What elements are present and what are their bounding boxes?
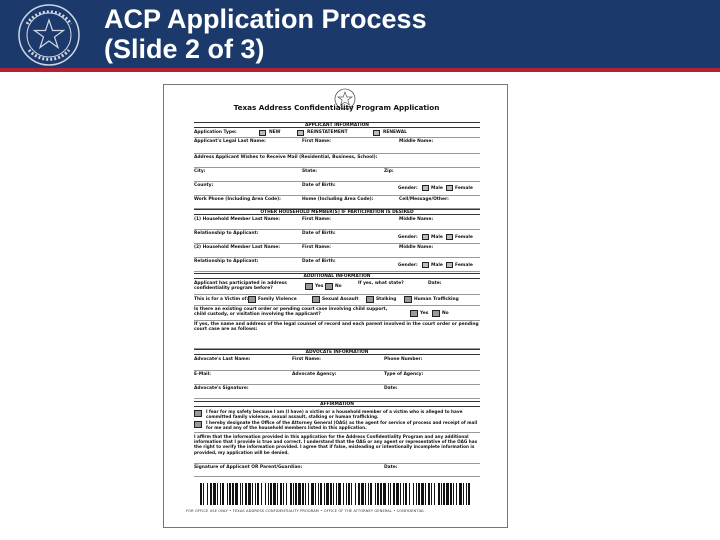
field-work-phone[interactable]: Work Phone (Including Area Code): <box>194 197 281 202</box>
field-member1-dob[interactable]: Date of Birth: <box>302 231 336 236</box>
checkbox-member2-female[interactable] <box>446 262 453 268</box>
label-renewal: RENEWAL <box>383 130 407 135</box>
checkbox-court-no[interactable] <box>432 310 440 317</box>
label-member2-male: Male <box>431 263 443 268</box>
section-household: OTHER HOUSEHOLD MEMBER(S) IF PARTICIPATION IS DESIRED <box>194 209 480 215</box>
field-zip[interactable]: Zip: <box>384 169 394 174</box>
row-applicant-name <box>194 138 480 154</box>
row-advocate-signature <box>194 385 480 399</box>
label-member2-gender: Gender: <box>398 263 418 268</box>
label-victim-of: This is for a Victim of: <box>194 297 249 302</box>
row-county-dob <box>194 182 480 196</box>
label-member2-female: Female <box>455 263 473 268</box>
field-applicant-signature-date[interactable]: Date: <box>384 465 398 470</box>
row-prior-participation <box>194 280 480 295</box>
row-court-details <box>194 321 480 349</box>
checkbox-female[interactable] <box>446 185 453 191</box>
row-member1-name <box>194 216 480 230</box>
field-member2-last-name[interactable]: (2) Household Member Last Name: <box>194 245 281 250</box>
field-county[interactable]: County: <box>194 183 214 188</box>
field-court-details[interactable]: If yes, the name and address of the legal counsel of record and each parent involved in the court order or pending court case are as follows: <box>194 322 479 332</box>
row-victim-type <box>194 295 480 306</box>
field-advocate-date[interactable]: Date: <box>384 386 398 391</box>
checkbox-prior-no[interactable] <box>325 283 333 290</box>
field-member2-first-name[interactable]: First Name: <box>302 245 331 250</box>
label-female: Female <box>455 186 473 191</box>
checkbox-affirm-designate[interactable] <box>194 421 202 428</box>
section-applicant: APPLICANT INFORMATION <box>194 122 480 128</box>
label-prior-participation: Applicant has participated in address confidentiality program before? <box>194 281 287 291</box>
acp-application-form <box>163 84 508 528</box>
row-application-type <box>194 129 480 138</box>
checkbox-affirm-fear[interactable] <box>194 410 202 417</box>
label-member1-gender: Gender: <box>398 235 418 240</box>
field-applicant-signature[interactable]: Signature of Applicant OR Parent/Guardian: <box>194 465 303 470</box>
field-legal-last-name[interactable]: Applicant's Legal Last Name: <box>194 139 266 144</box>
label-human-trafficking: Human Trafficking <box>414 297 459 302</box>
label-prior-yes: Yes <box>315 284 324 289</box>
field-advocate-phone[interactable]: Phone Number: <box>384 357 423 362</box>
label-court-order: Is there an existing court order or pending court case involving child support, child custody, or visitation involving the applicant? <box>194 307 388 317</box>
barcode-bar <box>470 483 472 505</box>
field-member1-last-name[interactable]: (1) Household Member Last Name: <box>194 217 281 222</box>
field-middle-name[interactable]: Middle Name: <box>399 139 434 144</box>
row-advocate-email <box>194 371 480 385</box>
form-title: Texas Address Confidentiality Program Application <box>233 103 440 112</box>
row-member1-relationship <box>194 230 480 244</box>
affirmation-designate-text: I hereby designate the Office of the Attorney General (OAG) as the agent for service of process and receipt of mail for me and any of the household members listed in this application. <box>206 420 478 431</box>
field-city[interactable]: City: <box>194 169 206 174</box>
field-advocate-email[interactable]: E-Mail: <box>194 372 211 377</box>
row-advocate-name <box>194 356 480 371</box>
field-member1-middle-name[interactable]: Middle Name: <box>399 217 434 222</box>
field-cell-phone[interactable]: Cell/Message/Other: <box>399 197 449 202</box>
checkbox-family-violence[interactable] <box>248 296 256 303</box>
attorney-general-seal-icon <box>9 2 89 68</box>
field-agency-type[interactable]: Type of Agency: <box>384 372 424 377</box>
slide-title <box>104 4 427 64</box>
label-new: NEW <box>269 130 281 135</box>
field-advocate-signature[interactable]: Advocate's Signature: <box>194 386 249 391</box>
checkbox-new[interactable] <box>259 130 266 136</box>
label-sexual-assault: Sexual Assault <box>322 297 359 302</box>
slide-title-line-1: ACP Application Process <box>104 4 427 34</box>
row-phones <box>194 196 480 209</box>
field-advocate-last-name[interactable]: Advocate's Last Name: <box>194 357 251 362</box>
checkbox-sexual-assault[interactable] <box>312 296 320 303</box>
field-first-name[interactable]: First Name: <box>302 139 331 144</box>
field-member2-dob[interactable]: Date of Birth: <box>302 259 336 264</box>
checkbox-renewal[interactable] <box>373 130 380 136</box>
checkbox-member2-male[interactable] <box>422 262 429 268</box>
section-affirmation: AFFIRMATION <box>194 401 480 407</box>
field-member2-relationship[interactable]: Relationship to Applicant: <box>194 259 259 264</box>
label-stalking: Stalking <box>376 297 397 302</box>
header-divider <box>0 68 720 72</box>
row-applicant-signature <box>194 463 480 477</box>
label-application-type: Application Type: <box>194 130 237 135</box>
checkbox-court-yes[interactable] <box>410 310 418 317</box>
checkbox-stalking[interactable] <box>366 296 374 303</box>
row-city-state-zip <box>194 168 480 182</box>
label-member1-male: Male <box>431 235 443 240</box>
section-advocate: ADVOCATE INFORMATION <box>194 349 480 355</box>
label-prior-no: No <box>335 284 342 289</box>
label-member1-female: Female <box>455 235 473 240</box>
field-date-of-birth[interactable]: Date of Birth: <box>302 183 336 188</box>
checkbox-member1-female[interactable] <box>446 234 453 240</box>
checkbox-male[interactable] <box>422 185 429 191</box>
checkbox-prior-yes[interactable] <box>305 283 313 290</box>
field-mailing-address[interactable]: Address Applicant Wishes to Receive Mail (Residential, Business, School): <box>194 155 378 160</box>
field-member1-relationship[interactable]: Relationship to Applicant: <box>194 231 259 236</box>
field-advocate-first-name[interactable]: First Name: <box>292 357 321 362</box>
checkbox-member1-male[interactable] <box>422 234 429 240</box>
label-court-yes: Yes <box>420 311 429 316</box>
row-member2-name <box>194 244 480 258</box>
label-court-no: No <box>442 311 449 316</box>
field-member2-middle-name[interactable]: Middle Name: <box>399 245 434 250</box>
row-court-order <box>194 306 480 321</box>
slide-header <box>0 0 720 68</box>
field-home-phone[interactable]: Home (Including Area Code): <box>302 197 374 202</box>
label-reinstatement: REINSTATEMENT <box>307 130 348 135</box>
field-state[interactable]: State: <box>302 169 318 174</box>
field-member1-first-name[interactable]: First Name: <box>302 217 331 222</box>
affirmation-fear-text: I fear for my safety because I am (I have) a victim or a household member of a victim who is alleged to have committed family violence, sexual assault, stalking or human trafficking. <box>206 409 463 420</box>
row-mailing-address <box>194 154 480 168</box>
field-advocate-agency[interactable]: Advocate Agency: <box>292 372 337 377</box>
label-family-violence: Family Violence <box>258 297 297 302</box>
form-barcode <box>200 483 474 505</box>
checkbox-reinstatement[interactable] <box>297 130 304 136</box>
row-member2-relationship <box>194 258 480 272</box>
section-additional: ADDITIONAL INFORMATION <box>194 273 480 279</box>
field-what-state[interactable]: If yes, what state? <box>358 281 404 286</box>
label-male: Male <box>431 186 443 191</box>
affirmation-statement: I affirm that the information provided in this application for the Address Confidentiality Program and any additional information that I provide is true and correct. I understand that the OAG or any agent or representative of the OAG has the right to verify the information provided. I agree that if false, misleading or intentionally incomplete information is provided, my application will be denied. <box>194 432 480 455</box>
label-gender: Gender: <box>398 186 418 191</box>
slide-title-line-2: (Slide 2 of 3) <box>104 34 265 64</box>
checkbox-human-trafficking[interactable] <box>404 296 412 303</box>
form-footer: FOR OFFICE USE ONLY • TEXAS ADDRESS CONFIDENTIALITY PROGRAM • OFFICE OF THE ATTORNEY GENERAL • CONFIDENTIAL <box>186 509 425 513</box>
field-prior-date[interactable]: Date: <box>428 281 442 286</box>
